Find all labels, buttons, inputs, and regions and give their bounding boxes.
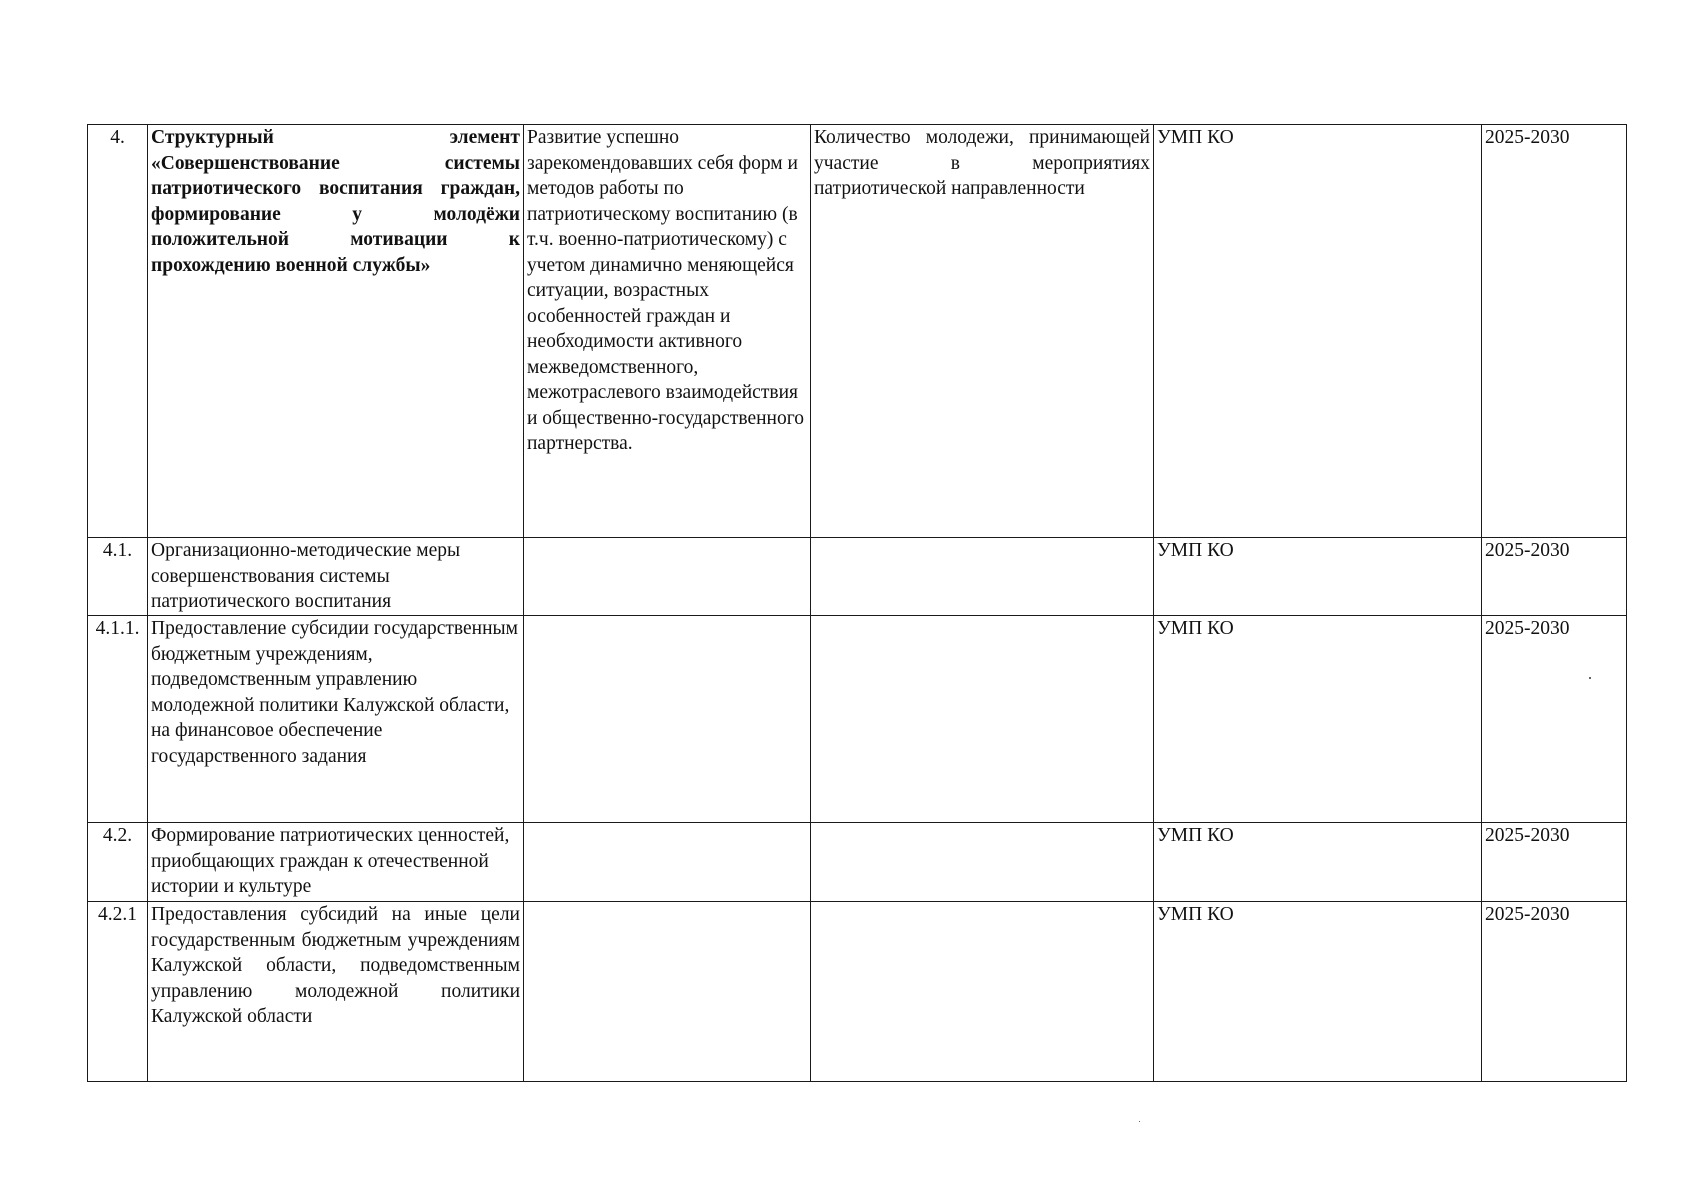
measure-indicator <box>811 616 1154 823</box>
measure-task: Развитие успешно зарекомендовавших себя форм и методов работы по патриотическому воспитанию (в т.ч. военно-патриотическому) с учетом динамично меняющейся ситуации, возрастных особенностей граждан и необходимости активного межведомственного, межотраслевого взаимодействия и общественно-государственного партнерства. <box>524 125 811 538</box>
row-number: 4.2. <box>88 823 148 902</box>
scan-speck <box>1139 1121 1140 1122</box>
measure-name: Предоставления субсидий на иные цели государственным бюджетным учреждениям Калужской области, подведомственным управлению молодежной политики Калужской области <box>148 902 524 1082</box>
measure-indicator: Количество молодежи, принимающей участие в мероприятиях патриотической направленности <box>811 125 1154 538</box>
implementation-period: 2025-2030 <box>1482 616 1627 823</box>
measure-indicator <box>811 902 1154 1082</box>
implementation-period: 2025-2030 <box>1482 823 1627 902</box>
table-row <box>88 902 1627 1082</box>
row-number: 4.2.1 <box>88 902 148 1082</box>
table-row <box>88 823 1627 902</box>
measure-name: Структурный элемент «Совершенствование системы патриотического воспитания граждан, формирование у молодёжи положительной мотивации к прохождению военной службы» <box>148 125 524 538</box>
measure-task <box>524 902 811 1082</box>
measure-task <box>524 823 811 902</box>
measure-name: Организационно-методические меры совершенствования системы патриотического воспитания <box>148 538 524 616</box>
row-number: 4.1. <box>88 538 148 616</box>
measure-indicator <box>811 538 1154 616</box>
row-number: 4.1.1. <box>88 616 148 823</box>
responsible-executor: УМП КО <box>1154 823 1482 902</box>
responsible-executor: УМП КО <box>1154 616 1482 823</box>
implementation-period: 2025-2030 <box>1482 902 1627 1082</box>
table-row <box>88 125 1627 538</box>
responsible-executor: УМП КО <box>1154 538 1482 616</box>
table-row <box>88 616 1627 823</box>
implementation-period: 2025-2030 <box>1482 125 1627 538</box>
measure-name: Предоставление субсидии государственным бюджетным учреждениям, подведомственным управлению молодежной политики Калужской области, на финансовое обеспечение государственного задания <box>148 616 524 823</box>
measure-task <box>524 538 811 616</box>
measure-name: Формирование патриотических ценностей, приобщающих граждан к отечественной истории и культуре <box>148 823 524 902</box>
measure-indicator <box>811 823 1154 902</box>
responsible-executor: УМП КО <box>1154 125 1482 538</box>
implementation-period: 2025-2030 <box>1482 538 1627 616</box>
table-row <box>88 538 1627 616</box>
responsible-executor: УМП КО <box>1154 902 1482 1082</box>
row-number: 4. <box>88 125 148 538</box>
measures-table <box>87 124 1627 1082</box>
measure-task <box>524 616 811 823</box>
scan-speck <box>1589 677 1591 679</box>
